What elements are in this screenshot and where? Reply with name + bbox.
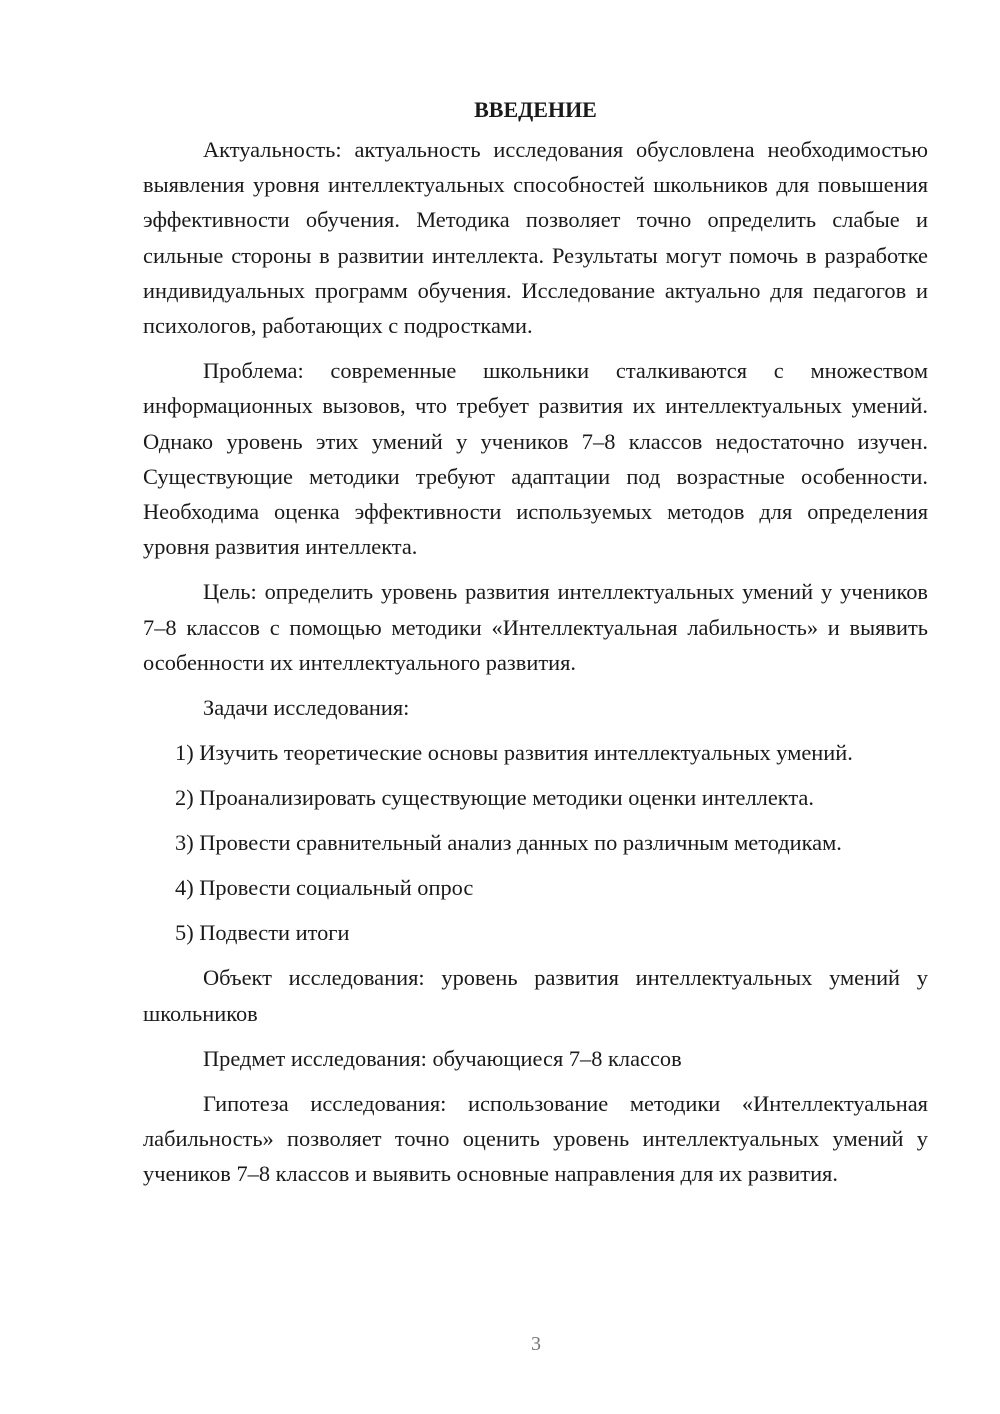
hypothesis-paragraph: Гипотеза исследования: использование методики «Интеллектуальная лабильность» позволяет точно оценить уровень интеллектуальных умений у учеников 7–8 классов и выявить основные направления для их развития. (143, 1091, 928, 1187)
section-heading: ВВЕДЕНИЕ (474, 97, 597, 122)
list-item: 3) Провести сравнительный анализ данных по различным методикам. (175, 830, 842, 856)
document-page (143, 92, 928, 1202)
tasks-list (143, 735, 928, 950)
object-paragraph: Объект исследования: уровень развития интеллектуальных умений у школьников (143, 965, 928, 1026)
goal-paragraph: Цель: определить уровень развития интеллектуальных умений у учеников 7–8 классов с помощью методики «Интеллектуальная лабильность» и выявить особенности их интеллектуального развития. (143, 579, 928, 675)
list-item: 5) Подвести итоги (175, 920, 350, 946)
problem-paragraph: Проблема: современные школьники сталкиваются с множеством информационных вызовов, что требует развития их интеллектуальных умений. Однако уровень этих умений у учеников 7–8 классов недостаточно изучен. Существующие методики требуют адаптации под возрастные особенности. Необходима оценка эффективности используемых методов для определения уровня развития интеллекта. (143, 358, 928, 560)
list-item: 2) Проанализировать существующие методики оценки интеллекта. (175, 785, 814, 811)
tasks-label: Задачи исследования: (203, 695, 410, 721)
subject-paragraph: Предмет исследования: обучающиеся 7–8 классов (203, 1045, 682, 1071)
list-item: 1) Изучить теоретические основы развития интеллектуальных умений. (175, 740, 853, 766)
relevance-paragraph: Актуальность: актуальность исследования обусловлена необходимостью выявления уровня интеллектуальных способностей школьников для повышения эффективности обучения. Методика позволяет точно определить слабые и сильные стороны в развитии интеллекта. Результаты могут помочь в разработке индивидуальных программ обучения. Исследование актуально для педагогов и психологов, работающих с подростками. (143, 137, 928, 339)
list-item: 4) Провести социальный опрос (175, 875, 474, 901)
page-number: 3 (531, 1333, 541, 1355)
